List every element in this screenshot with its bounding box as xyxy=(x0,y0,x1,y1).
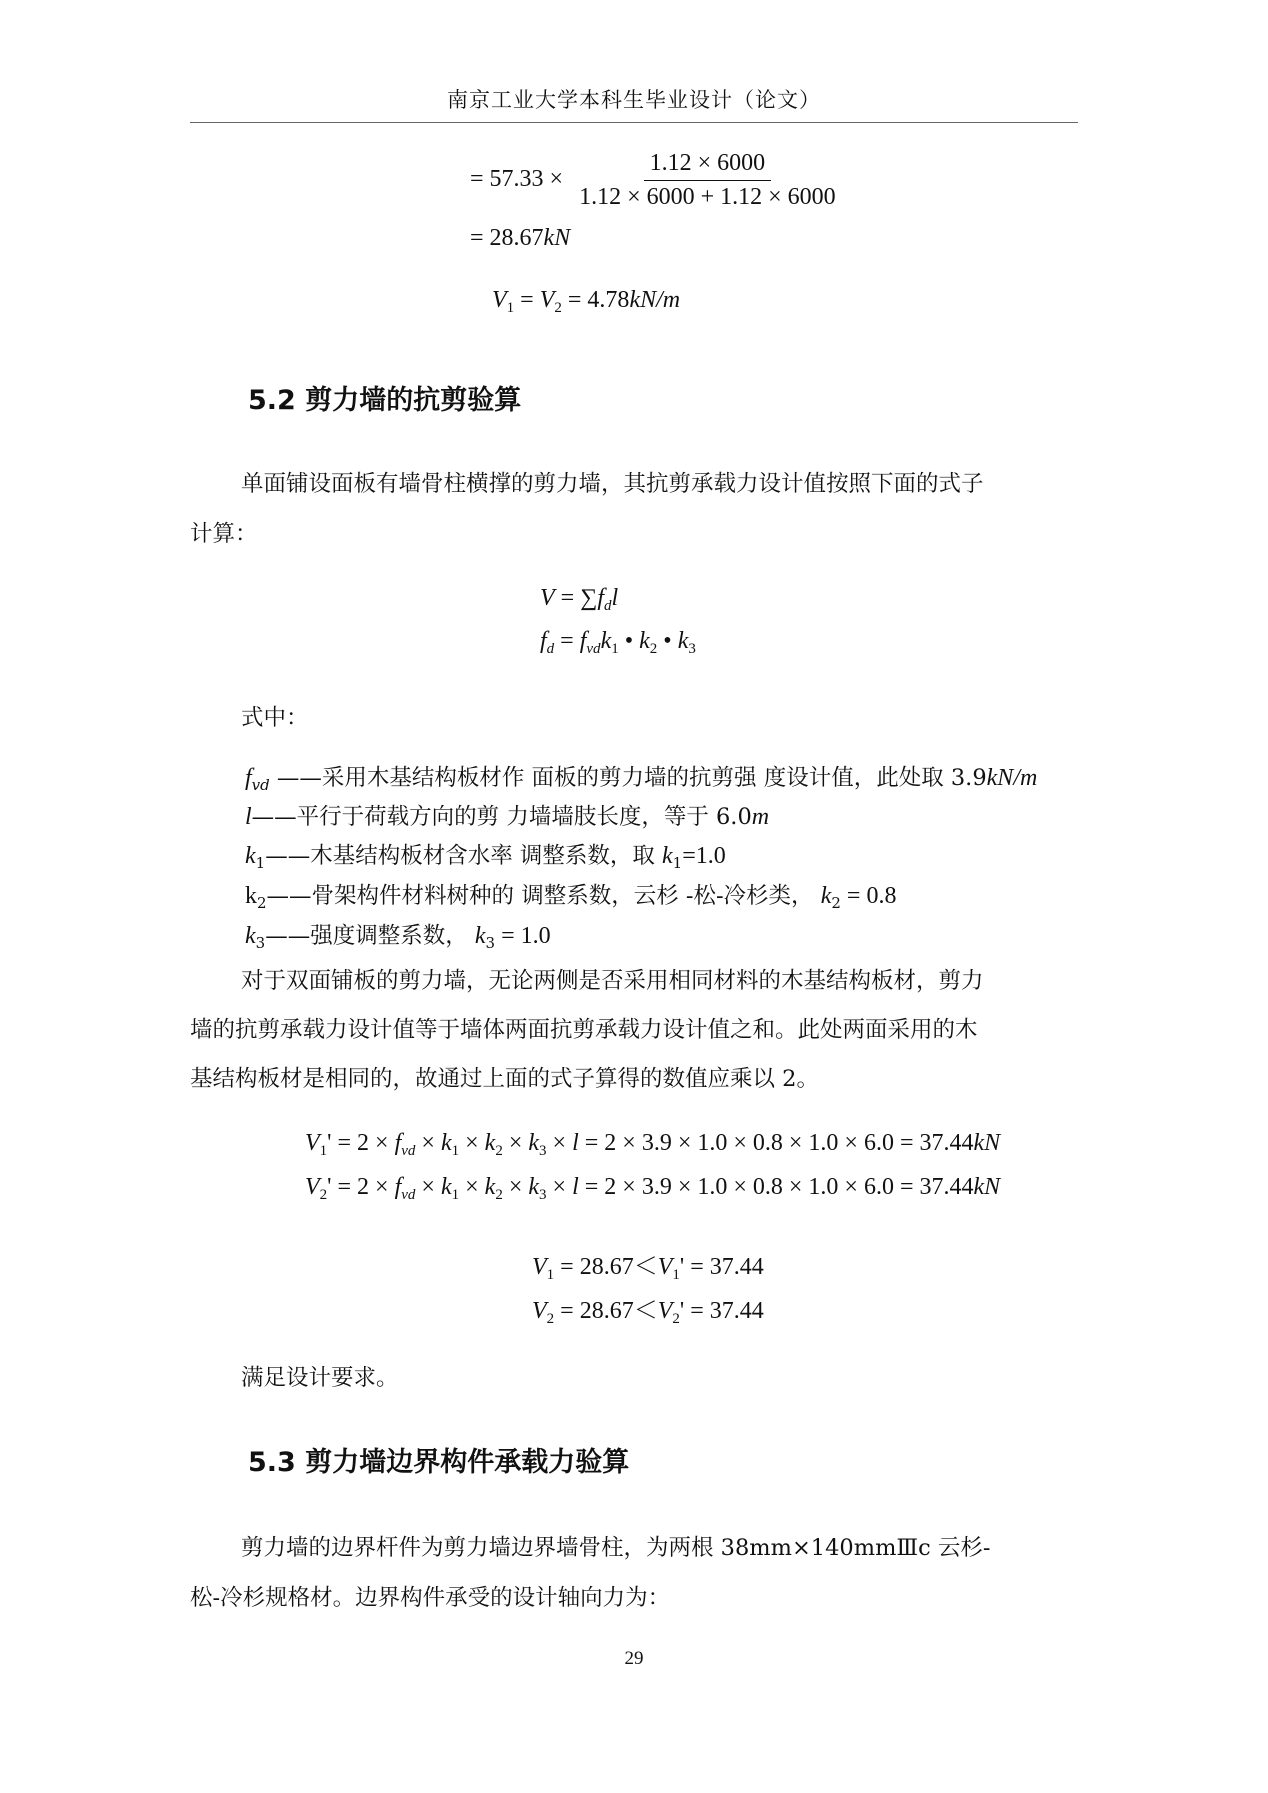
section-heading-5-3: 5.3 剪力墙边界构件承载力验算 xyxy=(248,1447,630,1478)
where-label: 式中： xyxy=(241,705,309,731)
fraction-numerator: 1.12 × 6000 xyxy=(644,150,772,181)
equation-v2-prime: $V_2' = 2 \times f_{vd} \times k_1 \times k_2 \times k_3 \times l = 2 \times 3.9 \times 1.0 \times 0.8 \times 1.0 \times 6.0 = 37.44kN$ xyxy=(305,1174,1001,1203)
paragraph-2-line-3: 基结构板材是相同的，故通过上面的式子算得的数值应乘以 2。 xyxy=(190,1066,819,1092)
page-number: 29 xyxy=(624,1648,644,1669)
shear-force-unit: kN/m xyxy=(629,287,681,313)
definition-k2: $k_2——$骨架构件材料树种的 调整系数，云杉 -松-冷杉类， $k_2 = 0.8$ xyxy=(245,883,897,912)
section-5-2-intro-line-2: 计算： xyxy=(190,521,258,547)
definition-k3: $k_3——$强度调整系数， $k_3 = 1.0$ xyxy=(245,923,551,952)
shear-force-equation: $V_1 = V_2 = 4.78kN/m$ xyxy=(492,287,681,316)
fraction-denominator: 1.12 × 6000 + 1.12 × 6000 xyxy=(579,184,836,210)
definition-k1: $k_1——$木基结构板材含水率 调整系数，取 $k_1=1.0$ xyxy=(245,843,726,872)
formula-shear-capacity: $V = \sum f_dl$ xyxy=(540,585,619,614)
calc-result-unit: kN xyxy=(543,225,571,251)
comparison-v1: $V_1 = 28.67<V_1' = 37.44$ xyxy=(532,1254,764,1283)
calc-line-2 xyxy=(470,225,570,252)
paragraph-2-line-1: 对于双面铺板的剪力墙，无论两侧是否采用相同材料的木基结构板材，剪力 xyxy=(241,968,984,994)
equation-v1-prime: $V_1' = 2 \times f_{vd} \times k_1 \times k_2 \times k_3 \times l = 2 \times 3.9 \times 1.0 \times 0.8 \times 1.0 \times 6.0 = 37.44kN$ xyxy=(305,1130,1001,1159)
definition-l: l——平行于荷载方向的剪 力墙墙肢长度，等于 6.0m xyxy=(245,804,770,830)
calc-result: = 28.67 xyxy=(470,225,544,251)
paragraph-2-line-2: 墙的抗剪承载力设计值等于墙体两面抗剪承载力设计值之和。此处两面采用的木 xyxy=(190,1017,978,1043)
section-heading-5-2: 5.2 剪力墙的抗剪验算 xyxy=(248,385,522,416)
page-header: 南京工业大学本科生毕业设计（论文） xyxy=(447,88,821,112)
satisfied-statement: 满足设计要求。 xyxy=(241,1365,399,1391)
section-5-2-intro-line-1: 单面铺设面板有墙骨柱横撑的剪力墙，其抗剪承载力设计值按照下面的式子 xyxy=(241,471,984,497)
comparison-v2: $V_2 = 28.67<V_2' = 37.44$ xyxy=(532,1298,764,1327)
calc-prefix: = 57.33 × xyxy=(470,166,564,193)
section-5-3-line-1: 剪力墙的边界杆件为剪力墙边界墙骨柱，为两根 38mm×140mmⅢc 云杉- xyxy=(241,1535,991,1561)
definition-fvd: $f_{vd}$ ——采用木基结构板材作 面板的剪力墙的抗剪强 度设计值，此处取 3.9kN/m xyxy=(245,765,1038,794)
calc-fraction xyxy=(573,150,842,211)
header-rule xyxy=(190,122,1078,123)
formula-design-value: $f_d = f_{vd}k_1$ • $k_2$ • $k_3$ xyxy=(540,628,696,657)
section-5-3-line-2: 松-冷杉规格材。边界构件承受的设计轴向力为： xyxy=(190,1585,671,1611)
shear-force-value: = 4.78 xyxy=(567,287,630,313)
calc-line-1 xyxy=(470,150,846,211)
